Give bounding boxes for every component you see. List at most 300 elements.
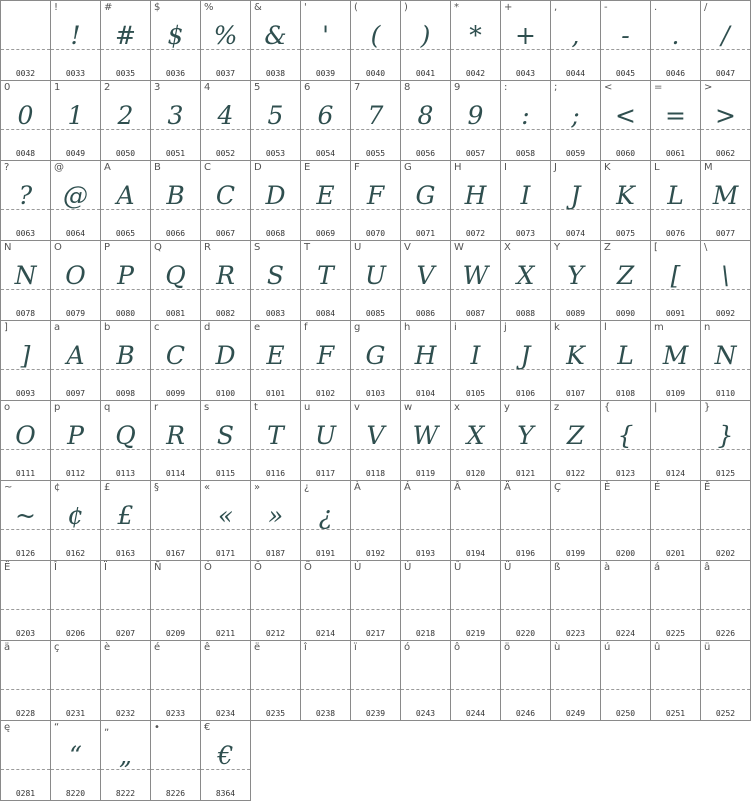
glyph-sample: T — [317, 261, 334, 290]
glyph-cell — [600, 640, 651, 721]
glyph-cell-label: À — [354, 482, 361, 493]
glyph-cell — [100, 80, 151, 161]
glyph-code: 8222 — [115, 789, 136, 798]
glyph-cell — [700, 0, 751, 81]
glyph-sample: 7 — [367, 101, 384, 130]
glyph-cell — [500, 560, 551, 641]
glyph-sample: 4 — [217, 101, 234, 130]
glyph-cell — [250, 640, 301, 721]
glyph-cell — [150, 720, 201, 801]
glyph-sample — [551, 579, 600, 613]
glyph-cell-label: x — [454, 402, 460, 413]
glyph-code: 0243 — [415, 709, 436, 718]
glyph-code: 0206 — [65, 629, 86, 638]
glyph-cell — [250, 0, 301, 81]
glyph-code: 0041 — [415, 69, 436, 78]
glyph-sample — [451, 659, 500, 693]
glyph-cell-label: « — [204, 482, 211, 493]
glyph-cell-label: è — [104, 642, 111, 653]
glyph-sample: 0 — [17, 101, 34, 130]
glyph-cell-label: Ù — [354, 562, 362, 573]
glyph-sample: M — [662, 341, 689, 370]
glyph-cell — [200, 0, 251, 81]
glyph-code: 0045 — [615, 69, 636, 78]
glyph-cell — [650, 320, 701, 401]
glyph-cell — [200, 320, 251, 401]
glyph-cell — [150, 480, 201, 561]
glyph-code: 0056 — [415, 149, 436, 158]
glyph-cell-label: D — [254, 162, 262, 173]
glyph-cell-label: û — [654, 642, 661, 653]
glyph-sample: $ — [167, 21, 184, 50]
glyph-code: 0098 — [115, 389, 136, 398]
glyph-cell-label: 0 — [4, 82, 11, 93]
glyph-code: 0092 — [715, 309, 736, 318]
glyph-code: 0196 — [515, 549, 536, 558]
glyph-code: 0087 — [465, 309, 486, 318]
glyph-cell-label: ! — [54, 2, 59, 13]
glyph-cell — [300, 320, 351, 401]
glyph-cell — [200, 240, 251, 321]
glyph-cell-label: F — [354, 162, 360, 173]
glyph-cell-label: ( — [354, 2, 358, 13]
glyph-sample — [251, 659, 300, 693]
glyph-sample — [1, 579, 50, 613]
glyph-cell — [650, 80, 701, 161]
glyph-cell-label: @ — [54, 162, 64, 173]
glyph-sample: > — [715, 101, 736, 130]
glyph-sample: U — [364, 261, 387, 290]
glyph-code: 0101 — [265, 389, 286, 398]
glyph-code: 0192 — [365, 549, 386, 558]
glyph-sample: X — [516, 261, 535, 290]
glyph-cell — [400, 640, 451, 721]
glyph-code: 0214 — [315, 629, 336, 638]
glyph-cell-label: Á — [404, 482, 411, 493]
glyph-cell-label: U — [354, 242, 362, 253]
glyph-cell — [700, 160, 751, 241]
glyph-sample: O — [15, 421, 36, 450]
glyph-cell — [650, 160, 701, 241]
glyph-sample: 1 — [67, 101, 84, 130]
glyph-sample: I — [470, 341, 481, 370]
glyph-cell-label: c — [154, 322, 160, 333]
glyph-cell — [50, 160, 101, 241]
glyph-cell — [0, 400, 51, 481]
glyph-cell-label: \ — [704, 242, 708, 253]
glyph-cell-label: » — [254, 482, 261, 493]
glyph-cell-label: „ — [104, 722, 110, 733]
glyph-cell — [650, 560, 701, 641]
glyph-cell — [550, 400, 601, 481]
glyph-cell-label: G — [404, 162, 412, 173]
glyph-cell — [50, 560, 101, 641]
glyph-code: 0065 — [115, 229, 136, 238]
glyph-cell — [450, 560, 501, 641]
glyph-cell-label: § — [154, 482, 159, 493]
glyph-sample — [151, 579, 200, 613]
glyph-cell-label: Ö — [304, 562, 312, 573]
glyph-cell-label: B — [154, 162, 161, 173]
glyph-code: 0171 — [215, 549, 236, 558]
glyph-code: 0074 — [565, 229, 586, 238]
glyph-sample: V — [366, 421, 385, 450]
glyph-code: 0070 — [365, 229, 386, 238]
glyph-sample: C — [215, 181, 236, 210]
glyph-sample — [501, 659, 550, 693]
glyph-cell-label: L — [654, 162, 660, 173]
glyph-code: 0046 — [665, 69, 686, 78]
glyph-cell-label: . — [654, 2, 658, 13]
glyph-cell-label: 1 — [54, 82, 61, 93]
glyph-cell — [250, 400, 301, 481]
glyph-cell — [600, 560, 651, 641]
glyph-cell-label: R — [204, 242, 211, 253]
glyph-cell — [700, 320, 751, 401]
glyph-cell — [550, 480, 601, 561]
glyph-sample: , — [571, 21, 580, 50]
glyph-cell-label: o — [4, 402, 11, 413]
glyph-sample: W — [462, 261, 489, 290]
glyph-sample: „ — [119, 741, 132, 770]
glyph-code: 0091 — [665, 309, 686, 318]
glyph-sample — [701, 579, 750, 613]
glyph-sample: E — [316, 181, 335, 210]
glyph-cell-label: P — [104, 242, 111, 253]
glyph-cell — [700, 80, 751, 161]
glyph-code: 0042 — [465, 69, 486, 78]
glyph-code: 0075 — [615, 229, 636, 238]
glyph-cell-label: ; — [554, 82, 558, 93]
glyph-code: 0068 — [265, 229, 286, 238]
glyph-sample — [1, 659, 50, 693]
glyph-cell-label: = — [654, 82, 663, 93]
glyph-cell-label: 3 — [154, 82, 161, 93]
glyph-cell-label: a — [54, 322, 61, 333]
glyph-code: 0228 — [15, 709, 36, 718]
glyph-sample: F — [366, 181, 385, 210]
glyph-sample — [51, 579, 100, 613]
glyph-code: 0052 — [215, 149, 236, 158]
glyph-cell — [400, 560, 451, 641]
glyph-code: 0090 — [615, 309, 636, 318]
glyph-code: 0239 — [365, 709, 386, 718]
glyph-code: 0112 — [65, 469, 86, 478]
glyph-cell-label: l — [604, 322, 607, 333]
glyph-code: 0249 — [565, 709, 586, 718]
glyph-cell — [400, 160, 451, 241]
glyph-sample — [401, 499, 450, 533]
glyph-cell — [0, 640, 51, 721]
glyph-cell-label: n — [704, 322, 711, 333]
glyph-cell-label: & — [254, 2, 262, 13]
glyph-cell-label: ë — [254, 642, 261, 653]
glyph-cell-label: w — [404, 402, 413, 413]
glyph-sample: “ — [69, 741, 82, 770]
glyph-cell — [0, 80, 51, 161]
glyph-cell — [400, 240, 451, 321]
glyph-cell-label: Ñ — [154, 562, 162, 573]
glyph-cell-label: 4 — [204, 82, 211, 93]
glyph-cell-label: € — [204, 722, 211, 733]
glyph-cell — [350, 240, 401, 321]
glyph-code: 0032 — [15, 69, 36, 78]
glyph-cell — [100, 400, 151, 481]
glyph-cell-label: ) — [404, 2, 408, 13]
glyph-sample: ? — [18, 181, 33, 210]
glyph-code: 0235 — [265, 709, 286, 718]
glyph-code: 0250 — [615, 709, 636, 718]
glyph-cell-label: J — [554, 162, 557, 173]
glyph-sample: G — [365, 341, 386, 370]
glyph-sample: P — [67, 421, 84, 450]
glyph-cell — [600, 240, 651, 321]
glyph-cell — [400, 320, 451, 401]
glyph-cell-label: ? — [4, 162, 10, 173]
glyph-sample — [401, 579, 450, 613]
glyph-cell-label: 7 — [354, 82, 361, 93]
glyph-cell — [650, 400, 701, 481]
glyph-cell-label: < — [604, 82, 613, 93]
glyph-cell-label: ä — [4, 642, 11, 653]
glyph-code: 0044 — [565, 69, 586, 78]
glyph-cell-label: â — [704, 562, 711, 573]
glyph-code: 0212 — [265, 629, 286, 638]
glyph-cell-label: à — [604, 562, 611, 573]
glyph-cell-label: 6 — [304, 82, 311, 93]
glyph-cell-label: 8 — [404, 82, 411, 93]
glyph-sample: £ — [117, 501, 134, 530]
glyph-code: 0224 — [615, 629, 636, 638]
glyph-cell — [500, 480, 551, 561]
glyph-cell-label: u — [304, 402, 311, 413]
glyph-cell — [500, 240, 551, 321]
glyph-cell-label: s — [204, 402, 210, 413]
glyph-sample — [551, 659, 600, 693]
glyph-cell-label: 5 — [254, 82, 261, 93]
glyph-sample — [351, 499, 400, 533]
glyph-code: 0064 — [65, 229, 86, 238]
glyph-cell — [0, 240, 51, 321]
glyph-cell — [0, 0, 51, 81]
glyph-cell-label: ô — [454, 642, 461, 653]
glyph-cell — [100, 480, 151, 561]
glyph-code: 0097 — [65, 389, 86, 398]
glyph-sample: H — [414, 341, 437, 370]
glyph-cell — [50, 0, 101, 81]
glyph-code: 0057 — [465, 149, 486, 158]
glyph-code: 0040 — [365, 69, 386, 78]
glyph-cell-label: k — [554, 322, 560, 333]
glyph-sample: H — [464, 181, 487, 210]
glyph-cell-label: H — [454, 162, 462, 173]
glyph-cell — [450, 320, 501, 401]
glyph-code: 0252 — [715, 709, 736, 718]
glyph-code: 0187 — [265, 549, 286, 558]
glyph-cell-label: ' — [304, 2, 307, 13]
glyph-cell-label: “ — [54, 722, 60, 733]
glyph-sample — [501, 499, 550, 533]
glyph-code: 0111 — [15, 469, 36, 478]
glyph-sample — [351, 579, 400, 613]
glyph-cell — [500, 160, 551, 241]
glyph-sample: } — [717, 421, 734, 450]
glyph-cell — [550, 240, 601, 321]
glyph-sample: Z — [616, 261, 635, 290]
glyph-cell-label: Ï — [104, 562, 107, 573]
glyph-cell-label: > — [704, 82, 713, 93]
glyph-code: 0123 — [615, 469, 636, 478]
glyph-cell — [50, 720, 101, 801]
glyph-code: 0058 — [515, 149, 536, 158]
glyph-code: 0219 — [465, 629, 486, 638]
glyph-sample: P — [117, 261, 134, 290]
glyph-cell — [500, 320, 551, 401]
glyph-code: 8364 — [215, 789, 236, 798]
glyph-code: 0059 — [565, 149, 586, 158]
glyph-cell — [300, 0, 351, 81]
glyph-sample — [451, 499, 500, 533]
glyph-sample: V — [416, 261, 435, 290]
glyph-cell — [300, 400, 351, 481]
glyph-sample: U — [314, 421, 337, 450]
glyph-code: 0063 — [15, 229, 36, 238]
glyph-cell-label: ü — [704, 642, 711, 653]
glyph-code: 0104 — [415, 389, 436, 398]
glyph-cell — [250, 480, 301, 561]
glyph-sample: [ — [670, 261, 681, 290]
glyph-cell — [350, 320, 401, 401]
glyph-code: 0209 — [165, 629, 186, 638]
glyph-code: 0047 — [715, 69, 736, 78]
glyph-cell-label: Ë — [4, 562, 11, 573]
glyph-cell — [100, 0, 151, 81]
glyph-cell — [350, 560, 401, 641]
glyph-code: 0109 — [665, 389, 686, 398]
glyph-sample: F — [316, 341, 335, 370]
glyph-cell-label: î — [304, 642, 307, 653]
glyph-cell-label: T — [304, 242, 311, 253]
glyph-sample: N — [14, 261, 37, 290]
glyph-cell — [100, 240, 151, 321]
glyph-sample — [151, 499, 200, 533]
glyph-sample: 8 — [417, 101, 434, 130]
glyph-code: 0223 — [565, 629, 586, 638]
glyph-code: 0060 — [615, 149, 636, 158]
glyph-cell-label: t — [254, 402, 258, 413]
glyph-code: 0049 — [65, 149, 86, 158]
glyph-cell — [500, 80, 551, 161]
glyph-cell-label: - — [604, 2, 608, 13]
glyph-cell-label: ù — [554, 642, 561, 653]
glyph-sample: C — [165, 341, 186, 370]
glyph-code: 0202 — [715, 549, 736, 558]
glyph-cell — [250, 80, 301, 161]
glyph-code: 0233 — [165, 709, 186, 718]
glyph-cell-label: ï — [354, 642, 357, 653]
glyph-cell-label: z — [554, 402, 560, 413]
glyph-sample: ¿ — [318, 501, 333, 530]
glyph-code: 0119 — [415, 469, 436, 478]
glyph-code: 0053 — [265, 149, 286, 158]
glyph-cell — [300, 640, 351, 721]
glyph-cell-label: d — [204, 322, 211, 333]
glyph-cell-label: N — [4, 242, 12, 253]
glyph-sample: M — [712, 181, 739, 210]
glyph-sample: ; — [571, 101, 580, 130]
glyph-code: 0226 — [715, 629, 736, 638]
glyph-code: 0077 — [715, 229, 736, 238]
glyph-cell-label: È — [604, 482, 611, 493]
glyph-cell — [150, 0, 201, 81]
glyph-code: 0081 — [165, 309, 186, 318]
glyph-cell — [700, 640, 751, 721]
glyph-cell — [450, 480, 501, 561]
glyph-sample: . — [671, 21, 680, 50]
glyph-cell-label: r — [154, 402, 159, 413]
glyph-sample: € — [217, 741, 234, 770]
glyph-code: 0211 — [215, 629, 236, 638]
glyph-cell — [350, 160, 401, 241]
glyph-cell — [0, 320, 51, 401]
glyph-code: 0251 — [665, 709, 686, 718]
glyph-code: 0051 — [165, 149, 186, 158]
glyph-cell — [150, 160, 201, 241]
glyph-cell-label: Ü — [504, 562, 512, 573]
glyph-cell-label: / — [704, 2, 708, 13]
glyph-code: 0107 — [565, 389, 586, 398]
glyph-sample: K — [616, 181, 635, 210]
glyph-cell — [450, 80, 501, 161]
glyph-cell — [200, 160, 251, 241]
glyph-code: 0199 — [565, 549, 586, 558]
glyph-cell-label: 9 — [454, 82, 461, 93]
glyph-code: 0193 — [415, 549, 436, 558]
glyph-code: 0106 — [515, 389, 536, 398]
glyph-cell — [0, 560, 51, 641]
glyph-cell-label: Ä — [504, 482, 511, 493]
glyph-cell — [350, 80, 401, 161]
glyph-code: 0124 — [665, 469, 686, 478]
glyph-sample: : — [521, 101, 530, 130]
glyph-sample: S — [266, 261, 285, 290]
glyph-cell-label: ¢ — [54, 482, 61, 493]
glyph-cell — [100, 160, 151, 241]
glyph-cell-label: ] — [4, 322, 8, 333]
glyph-cell-label: j — [504, 322, 507, 333]
glyph-cell-label: á — [654, 562, 661, 573]
glyph-cell — [200, 480, 251, 561]
glyph-code: 0110 — [715, 389, 736, 398]
glyph-sample: ( — [370, 21, 381, 50]
glyph-code: 0125 — [715, 469, 736, 478]
glyph-sample — [551, 499, 600, 533]
glyph-sample — [201, 659, 250, 693]
glyph-sample: D — [265, 181, 286, 210]
glyph-cell — [300, 240, 351, 321]
glyph-cell-label: K — [604, 162, 611, 173]
glyph-cell-label: { — [604, 402, 611, 413]
glyph-cell — [500, 0, 551, 81]
glyph-cell — [0, 160, 51, 241]
glyph-sample: Y — [517, 421, 534, 450]
glyph-cell-label: Y — [554, 242, 561, 253]
glyph-sample: 5 — [267, 101, 284, 130]
glyph-sample: ¢ — [67, 501, 84, 530]
glyph-cell — [550, 640, 601, 721]
glyph-cell — [500, 640, 551, 721]
glyph-sample — [701, 659, 750, 693]
